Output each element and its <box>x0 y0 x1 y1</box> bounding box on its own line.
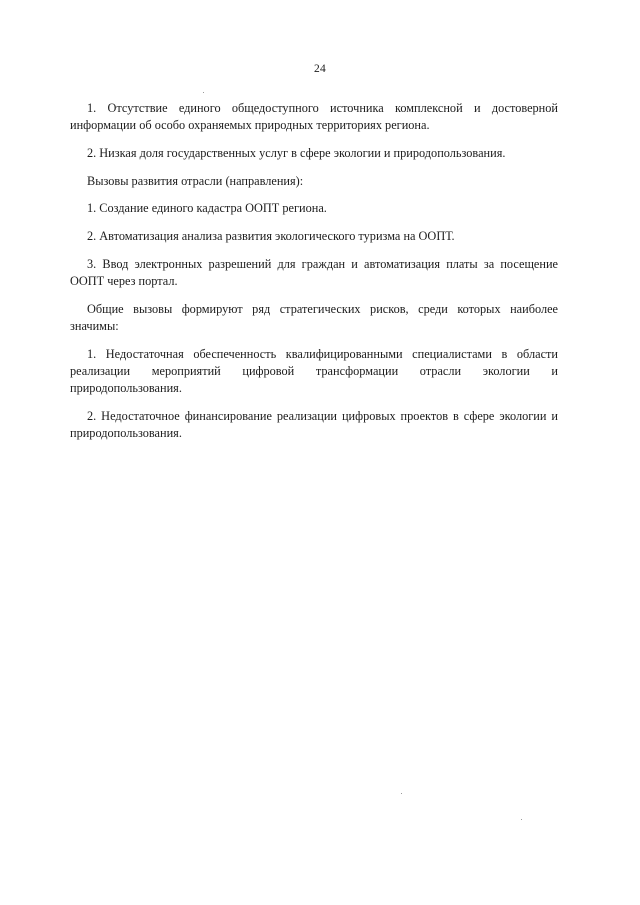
paragraph-challenge-3: 3. Ввод электронных разрешений для граждан и автоматизация платы за посещение ООПТ через портал. <box>70 256 558 288</box>
paragraph-risks-intro: Общие вызовы формируют ряд стратегических рисков, среди которых наиболее значимы: <box>70 301 558 333</box>
paragraph-risk-1: 1. Недостаточная обеспеченность квалифицированными специалистами в области реализации мероприятий цифровой трансформации отрасли экологии и природопользования. <box>70 346 558 395</box>
document-body <box>70 100 558 453</box>
page-number: 24 <box>313 63 327 75</box>
paragraph-risk-2: 2. Недостаточное финансирование реализации цифровых проектов в сфере экологии и природопользования. <box>70 408 558 440</box>
paragraph-challenge-1: 1. Создание единого кадастра ООПТ региона. <box>87 201 327 216</box>
paragraph-problem-1: 1. Отсутствие единого общедоступного источника комплексной и достоверной информации об особо охраняемых природных территориях региона. <box>70 101 558 133</box>
paragraph-challenge-2: 2. Автоматизация анализа развития экологического туризма на ООПТ. <box>87 229 455 244</box>
paragraph-challenges-heading: Вызовы развития отрасли (направления): <box>87 173 304 188</box>
paragraph-problem-2: 2. Низкая доля государственных услуг в сфере экологии и природопользования. <box>87 145 506 160</box>
